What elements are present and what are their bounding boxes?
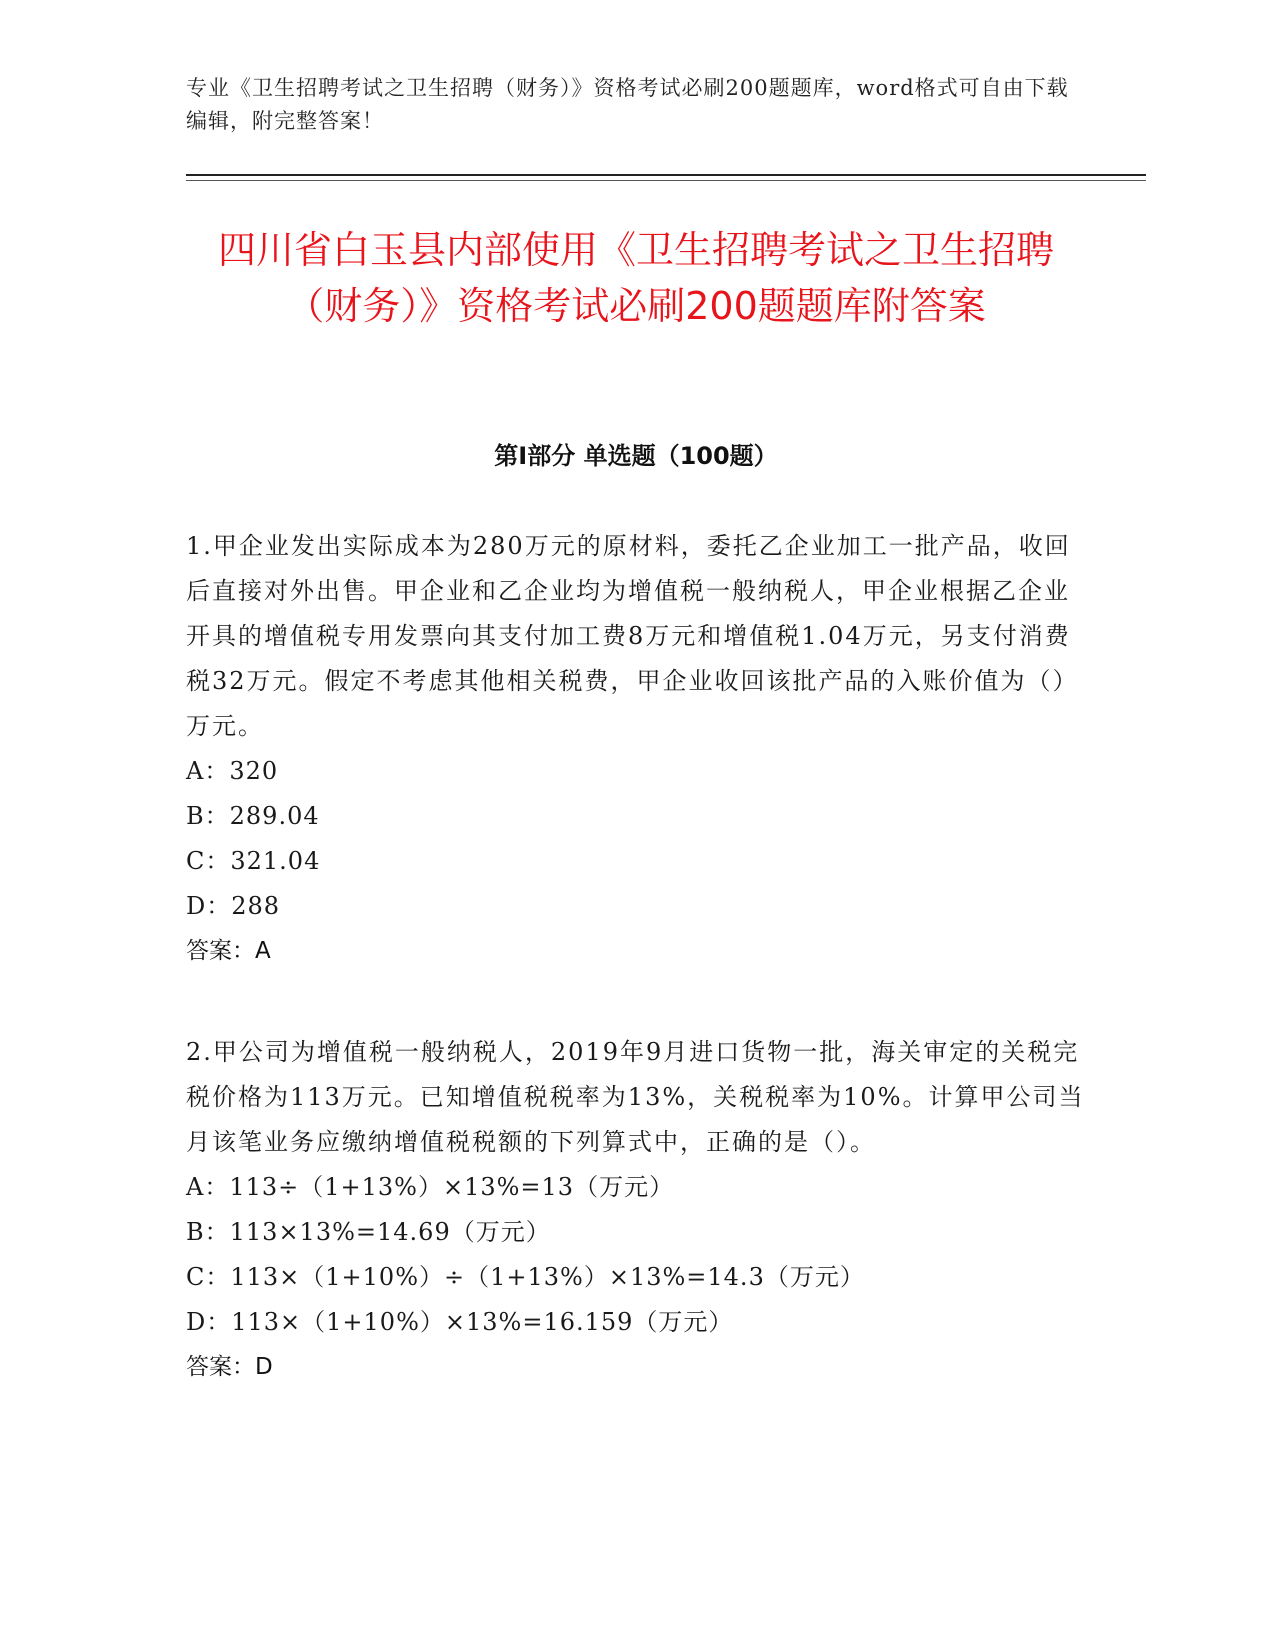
option-a: A：320 bbox=[186, 757, 279, 785]
option-a: A：113÷（1+13%）×13%=13（万元） bbox=[186, 1173, 675, 1201]
question-1 bbox=[186, 524, 1086, 974]
header-rule-thick bbox=[186, 174, 1146, 176]
section-title: 第Ⅰ部分 单选题（100题） bbox=[494, 442, 778, 470]
question-2 bbox=[186, 1030, 1086, 1390]
option-c: C：321.04 bbox=[186, 847, 321, 875]
answer-line: 答案：D bbox=[186, 1354, 273, 1380]
question-stem: 2.甲公司为增值税一般纳税人，2019年9月进口货物一批，海关审定的关税完税价格为113万元。已知增值税税率为13%，关税税率为10%。计算甲公司当月该笔业务应缴纳增值税税额的下列算式中，正确的是（）。 bbox=[186, 1038, 1085, 1156]
question-stem: 1.甲企业发出实际成本为280万元的原材料，委托乙企业加工一批产品，收回后直接对外出售。甲企业和乙企业均为增值税一般纳税人，甲企业根据乙企业开具的增值税专用发票向其支付加工费8万元和增值税1.04万元，另支付消费税32万元。假定不考虑其他相关税费，甲企业收回该批产品的入账价值为（）万元。 bbox=[186, 532, 1079, 740]
option-c: C：113×（1+10%）÷（1+13%）×13%=14.3（万元） bbox=[186, 1263, 865, 1291]
header-note: 专业《卫生招聘考试之卫生招聘（财务）》资格考试必刷200题题库，word格式可自由下载编辑，附完整答案！ bbox=[186, 76, 1069, 133]
document-title: 四川省白玉县内部使用《卫生招聘考试之卫生招聘（财务）》资格考试必刷200题题库附答案 bbox=[217, 228, 1054, 328]
answer-line: 答案：A bbox=[186, 938, 271, 964]
option-b: B：113×13%=14.69（万元） bbox=[186, 1218, 551, 1246]
header-rule-thin bbox=[186, 180, 1146, 181]
option-d: D：113×（1+10%）×13%=16.159（万元） bbox=[186, 1308, 734, 1336]
option-b: B：289.04 bbox=[186, 802, 320, 830]
option-d: D：288 bbox=[186, 892, 281, 920]
